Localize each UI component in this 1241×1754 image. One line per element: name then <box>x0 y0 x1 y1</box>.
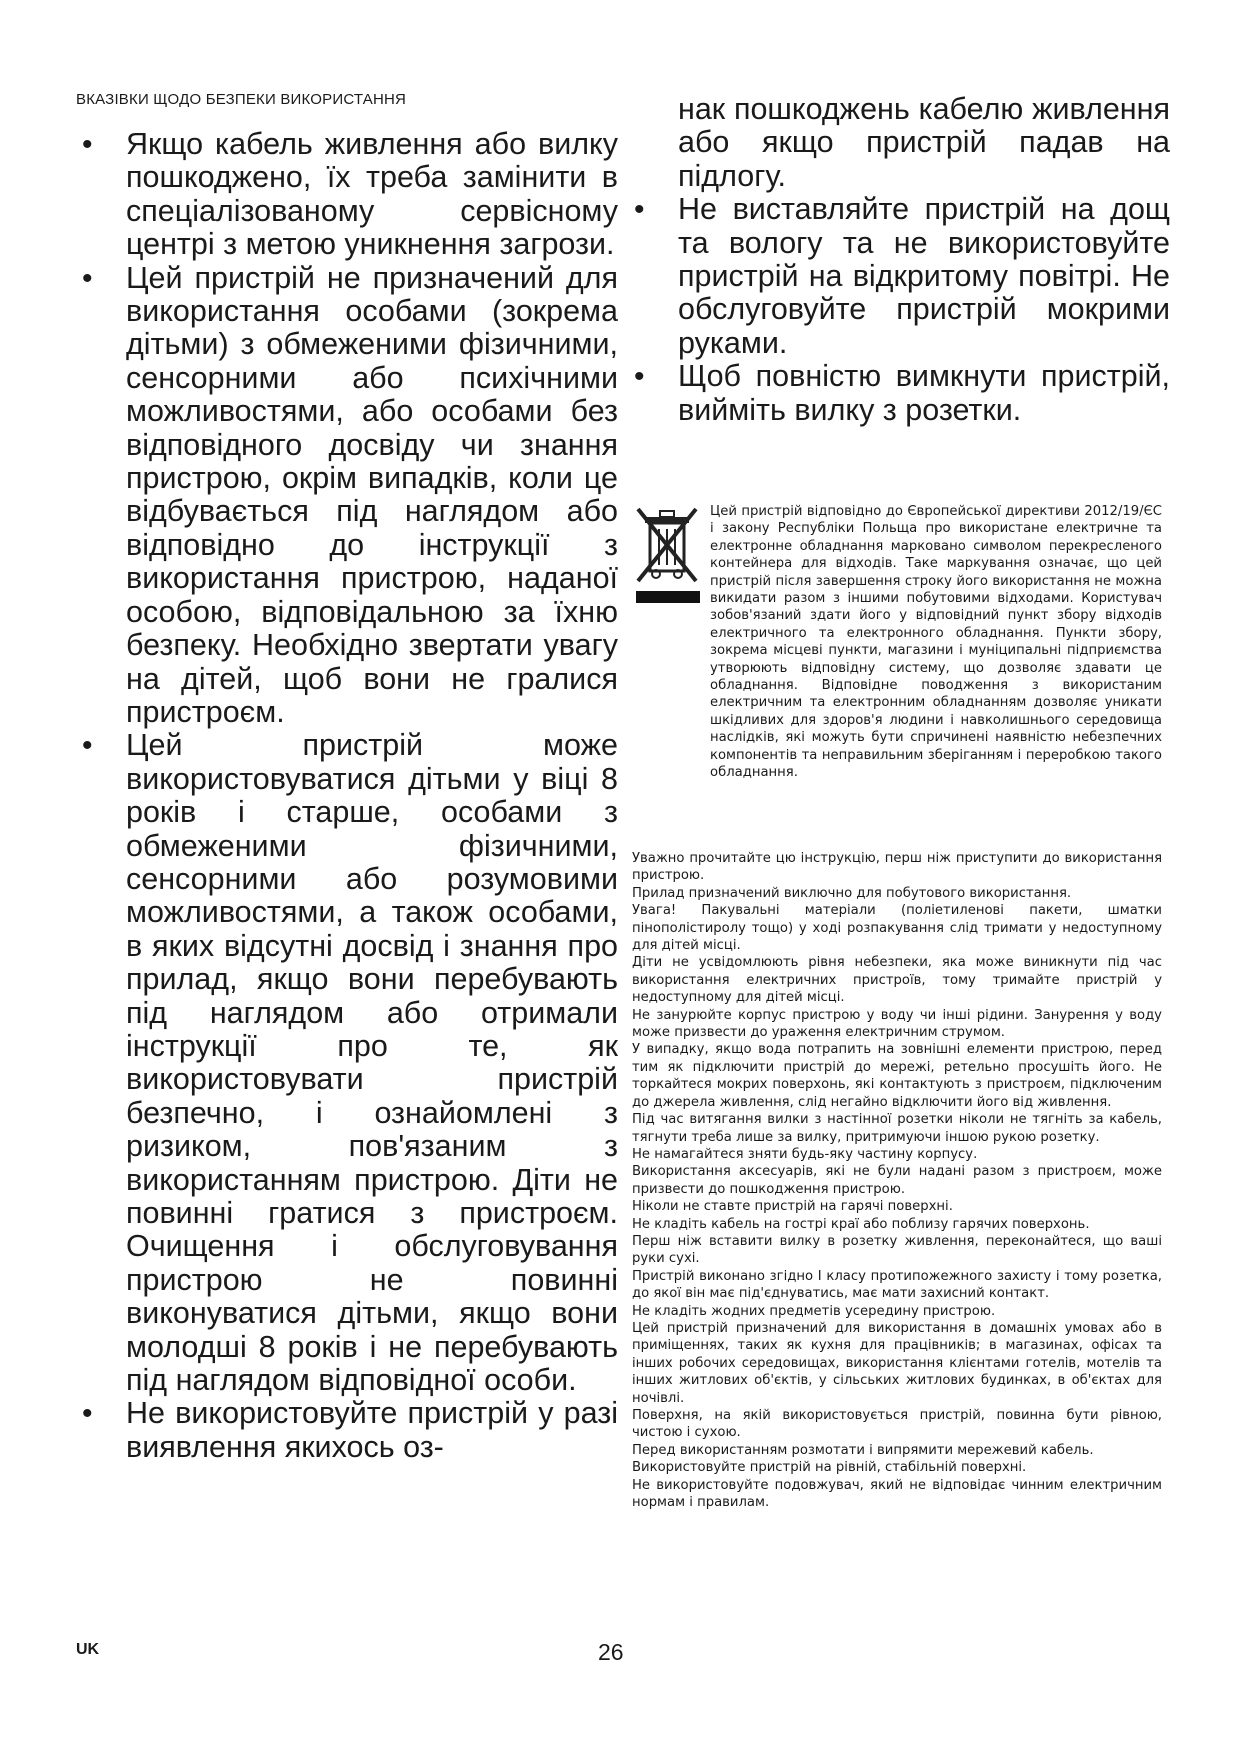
list-item <box>78 128 618 262</box>
left-column <box>78 128 618 1464</box>
right-column-top <box>630 93 1170 427</box>
list-item <box>630 193 1170 360</box>
left-bullet-list <box>78 128 618 1464</box>
paragraph: Пристрій виконано згідно І класу протипожежного захисту і тому розетка, до якої він має під'єднуватись, має мати захисний контакт. <box>632 1268 1162 1302</box>
crossed-bin-icon <box>632 503 704 607</box>
paragraph: Використовуйте пристрій на рівній, стабільній поверхні. <box>632 1460 1027 1476</box>
list-item-text: Щоб повністю вимкнути пристрій, вийміть вилку з розетки. <box>678 359 1170 427</box>
paragraph: Під час витягання вилки з настінної розетки ніколи не тягніть за кабель, тягнути треба лише за вилку, притримуючи іншою рукою розетку. <box>632 1112 1162 1145</box>
paragraph: Цей пристрій призначений для використання в домашніх умовах або в приміщеннях, таких як кухня для працівників; в магазинах, офісах та інших робочих середовищах, використання клієнтами готелів, мотелів та інших житлових об'єктів, у сільських житлових будинках, в об'єктах для ночівлі. <box>632 1320 1162 1406</box>
paragraph: Прилад призначений виключно для побутового використання. <box>632 885 1072 901</box>
bullet-icon: • <box>82 261 93 295</box>
weee-section <box>632 503 1162 782</box>
paragraph: Не намагайтеся зняти будь-яку частину корпусу. <box>632 1146 978 1162</box>
list-item <box>78 729 618 1397</box>
paragraph: Не кладіть жодних предметів усередину пристрою. <box>632 1303 996 1319</box>
bullet-icon: • <box>82 1397 93 1431</box>
list-item-text: Не використовуйте пристрій у разі виявлення якихось оз- <box>126 1396 618 1464</box>
list-item-text: Не виставляйте пристрій на дощ та вологу та не використовуйте пристрій на відкритому повітрі. Не обслуговуйте пристрій мокрими руками. <box>678 192 1170 360</box>
paragraph: Діти не усвідомлюють рівня небезпеки, яка може виникнути під час використання електричних пристроїв, тому тримайте пристрій у недоступному для дітей місці. <box>632 955 1162 1006</box>
paragraph: Не занурюйте корпус пристрою у воду чи інші рідини. Занурення у воду може призвести до ураження електричним струмом. <box>632 1007 1162 1041</box>
right-column-body <box>632 850 1162 1511</box>
bullet-icon: • <box>82 729 93 763</box>
paragraph: Не використовуйте подовжувач, який не відповідає чинним електричним нормам і правилам. <box>632 1477 1162 1511</box>
paragraph: У випадку, якщо вода потрапить на зовнішні елементи пристрою, перед тим як підключити пристрій до мережі, ретельно просушіть його. Не торкайтеся мокрих поверхонь, які контактують з пристроєм, підключеним до джерела живлення, слід негайно відключити його від живлення. <box>632 1042 1162 1110</box>
language-code: UK <box>76 1641 100 1658</box>
paragraph: Перш ніж вставити вилку в розетку живлення, переконайтеся, що ваші руки сухі. <box>632 1233 1162 1267</box>
paragraph: Уважно прочитайте цю інструкцію, перш ніж приступити до використання пристрою. <box>632 851 1162 884</box>
list-item-text: Цей пристрій може використовуватися дітьми у віці 8 років і старше, особами з обмеженими фізичними, сенсорними або розумовими можливостями, а також особами, в яких відсутні досвід і знання про прилад, якщо вони перебувають під наглядом або отримали інструкції про те, як використовувати пристрій безпечно, і ознайомлені з ризиком, пов'язаним з використанням пристрою. Діти не повинні гратися з пристроєм. Очищення і обслуговування пристрою не повинні виконуватися дітьми, якщо вони молодші 8 років і не перебувають під наглядом відповідної особи. <box>126 728 618 1398</box>
bullet-icon: • <box>634 360 645 394</box>
paragraph: Поверхня, на якій використовується пристрій, повинна бути рівною, чистою і сухою. <box>632 1408 1162 1441</box>
list-item <box>78 1397 618 1464</box>
list-item-text: Цей пристрій не призначений для використання особами (зокрема дітьми) з обмеженими фізичними, сенсорними або психічними можливостями, або особами без відповідного досвіду чи знання пристрою, окрім випадків, коли це відбувається під наглядом або відповідно до інструкції з використання пристрою, наданої особою, відповідальною за їхню безпеку. Необхідно звертати увагу на дітей, щоб вони не гралися пристроєм. <box>126 260 618 729</box>
list-item-text: Якщо кабель живлення або вилку пошкоджено, їх треба замінити в спеціалізованому сервісному центрі з метою уникнення загрози. <box>126 127 618 262</box>
bullet-icon: • <box>634 193 645 227</box>
paragraph: Перед використанням розмотати і випрямити мережевий кабель. <box>632 1442 1094 1458</box>
list-item <box>630 360 1170 427</box>
section-header: ВКАЗІВКИ ЩОДО БЕЗПЕКИ ВИКОРИСТАННЯ <box>76 91 407 108</box>
continued-text: нак пошкоджень кабелю живлення або якщо пристрій падав на підлогу. <box>678 92 1170 193</box>
right-bullet-list <box>630 193 1170 427</box>
page-number: 26 <box>598 1639 624 1665</box>
weee-text: Цей пристрій відповідно до Європейської директиви 2012/19/ЄС і закону Республіки Польща про використане електричне та електронне обладнання марковано символом перекресленого контейнера для відходів. Таке маркування означає, що цей пристрій після завершення строку його використання не можна викидати разом з іншими побутовими відходами. Користувач зобов'язаний здати його у відповідний пункт збору відходів електричного та електронного обладнання. Пункти збору, зокрема місцеві пункти, магазини і муніципальні підприємства утворюють відповідну систему, що дозволяє здавати це обладнання. Відповідне поводження з використаним електричним та електронним обладнанням дозволяє уникати шкідливих для здоров'я людини і навколишнього середовища наслідків, які можуть бути спричинені наявністю небезпечних компонентів та неправильним зберіганням і переробкою такого обладнання. <box>710 504 1162 781</box>
paragraph: Увага! Пакувальні матеріали (поліетиленові пакети, шматки пінополістиролу тощо) у ході розпакування слід тримати у недоступному для дітей місці. <box>632 903 1162 954</box>
paragraph: Використання аксесуарів, які не були надані разом з пристроєм, може призвести до пошкодження пристрою. <box>632 1164 1162 1197</box>
bullet-icon: • <box>82 128 93 161</box>
paragraph: Ніколи не ставте пристрій на гарячі поверхні. <box>632 1199 953 1215</box>
list-item <box>78 262 618 730</box>
paragraph: Не кладіть кабель на гострі краї або поблизу гарячих поверхонь. <box>632 1216 1090 1232</box>
